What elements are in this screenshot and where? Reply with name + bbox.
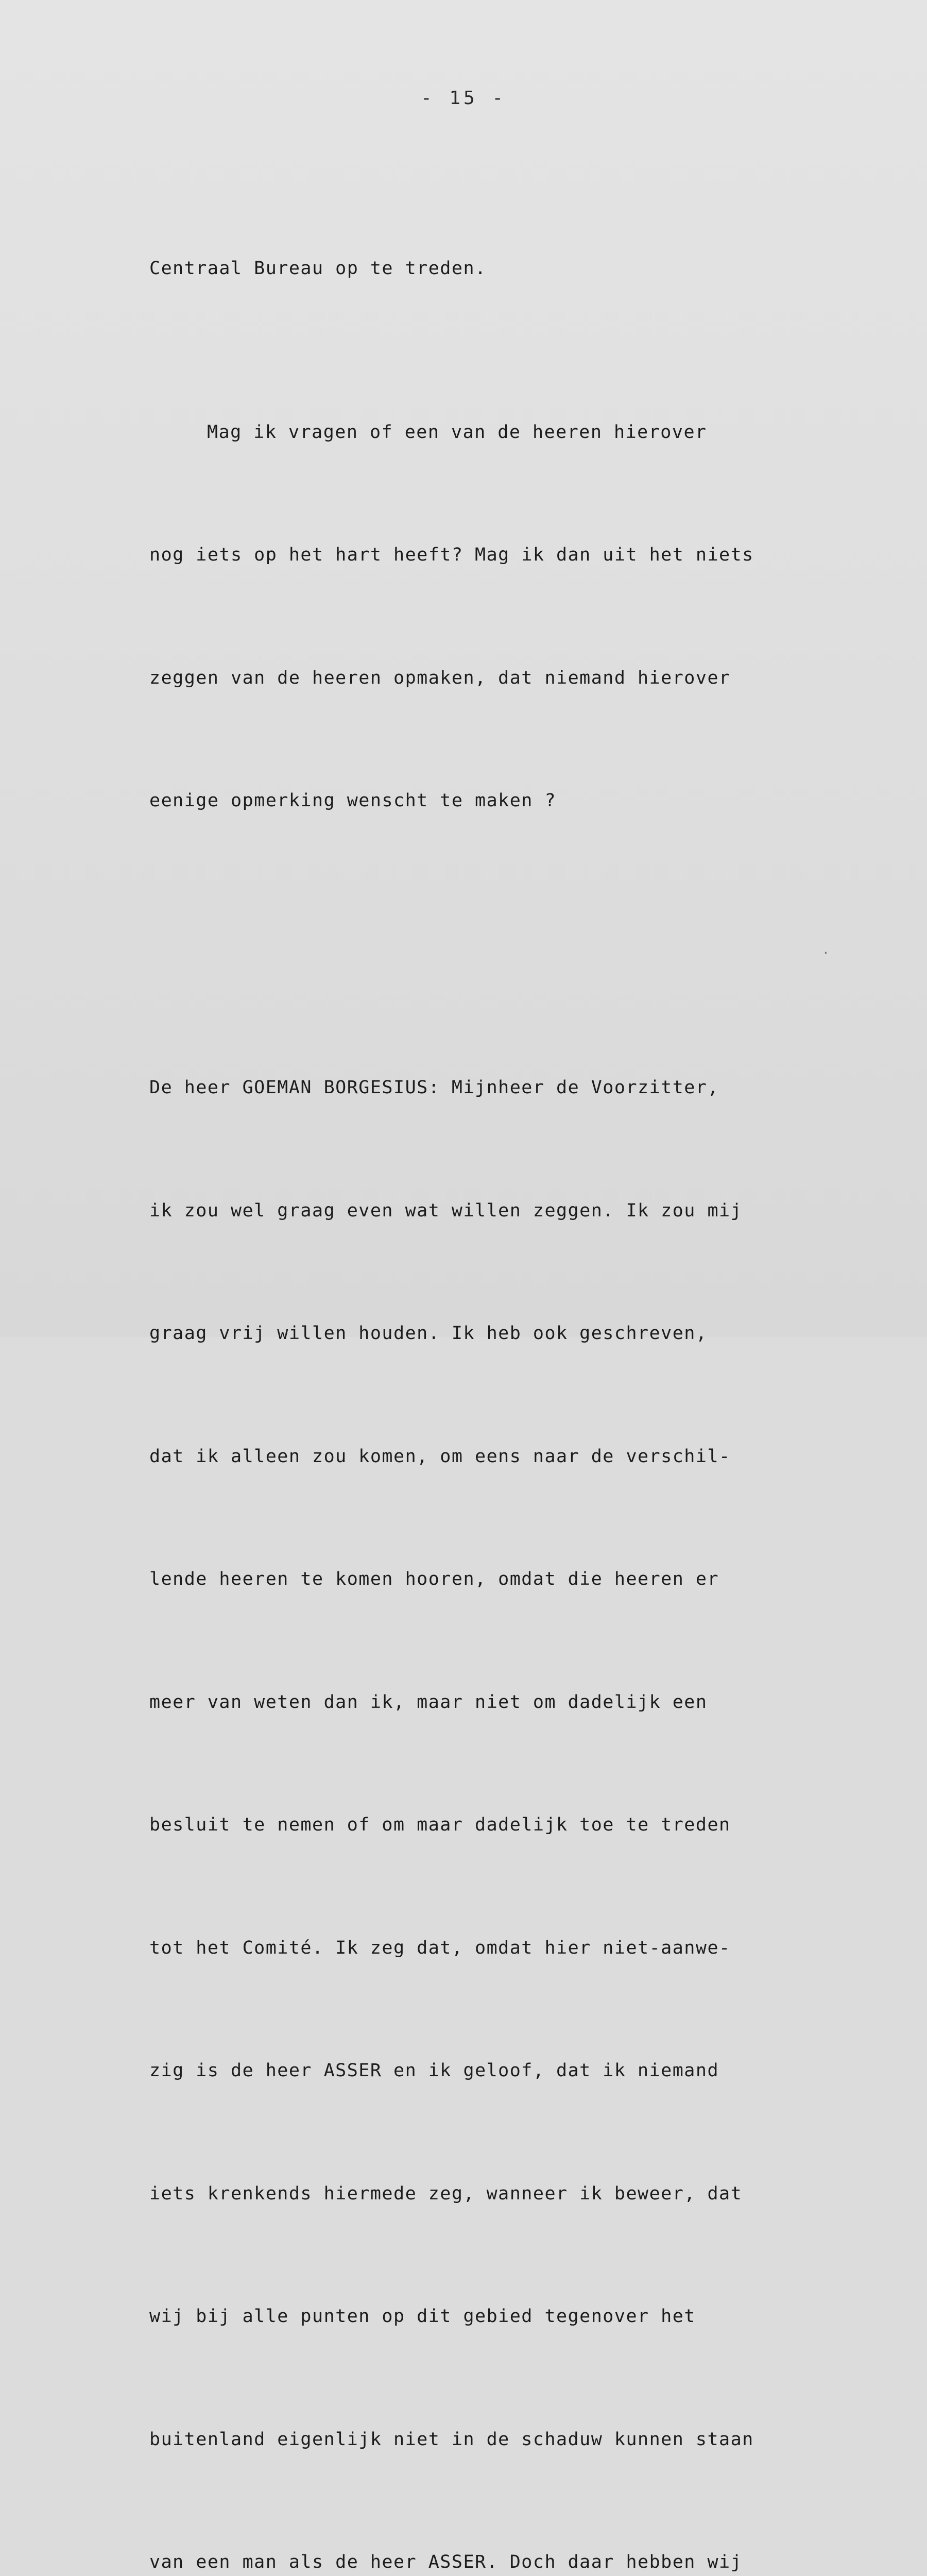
text-line: wij bij alle punten op dit gebied tegenover het bbox=[149, 2306, 696, 2327]
text-line: buitenland eigenlijk niet in de schaduw kunnen staan bbox=[149, 2429, 754, 2450]
text-line: besluit te nemen of om maar dadelijk toe te treden bbox=[149, 1815, 731, 1835]
margin-mark: · bbox=[822, 947, 829, 960]
paragraph-gap bbox=[149, 904, 814, 945]
text-line: van een man als de heer ASSER. Doch daar hebben wij bbox=[149, 2552, 743, 2572]
text-line: iets krenkends hiermede zeg, wanneer ik beweer, dat bbox=[149, 2183, 743, 2204]
text-line: ik zou wel graag even wat willen zeggen. Ik zou mij bbox=[149, 1200, 743, 1221]
text-line: Mag ik vragen of een van de heeren hierover bbox=[207, 421, 707, 443]
text-line: De heer GOEMAN BORGESIUS: Mijnheer de Voorzitter, bbox=[149, 1077, 719, 1098]
text-line: Centraal Bureau op te treden. bbox=[149, 258, 487, 279]
text-line: lende heeren te komen hooren, omdat die heeren er bbox=[149, 1569, 719, 1589]
text-line: nog iets op het hart heeft? Mag ik dan uit het niets bbox=[149, 545, 754, 565]
text-line: zig is de heer ASSER en ik geloof, dat ik niemand bbox=[149, 2060, 719, 2081]
text-line: dat ik alleen zou komen, om eens naar de verschil- bbox=[149, 1446, 731, 1467]
page-number: - 15 - bbox=[420, 88, 507, 109]
text-line: meer van weten dan ik, maar niet om dadelijk een bbox=[149, 1691, 708, 1713]
typed-text-body bbox=[149, 125, 814, 2576]
text-line: zeggen van de heeren opmaken, dat niemand hierover bbox=[149, 667, 731, 688]
text-line: tot het Comité. Ik zeg dat, omdat hier niet-aanwe- bbox=[149, 1937, 731, 1958]
text-line: eenige opmerking wenscht te maken ? bbox=[149, 790, 557, 811]
text-line: graag vrij willen houden. Ik heb ook geschreven, bbox=[149, 1323, 708, 1344]
